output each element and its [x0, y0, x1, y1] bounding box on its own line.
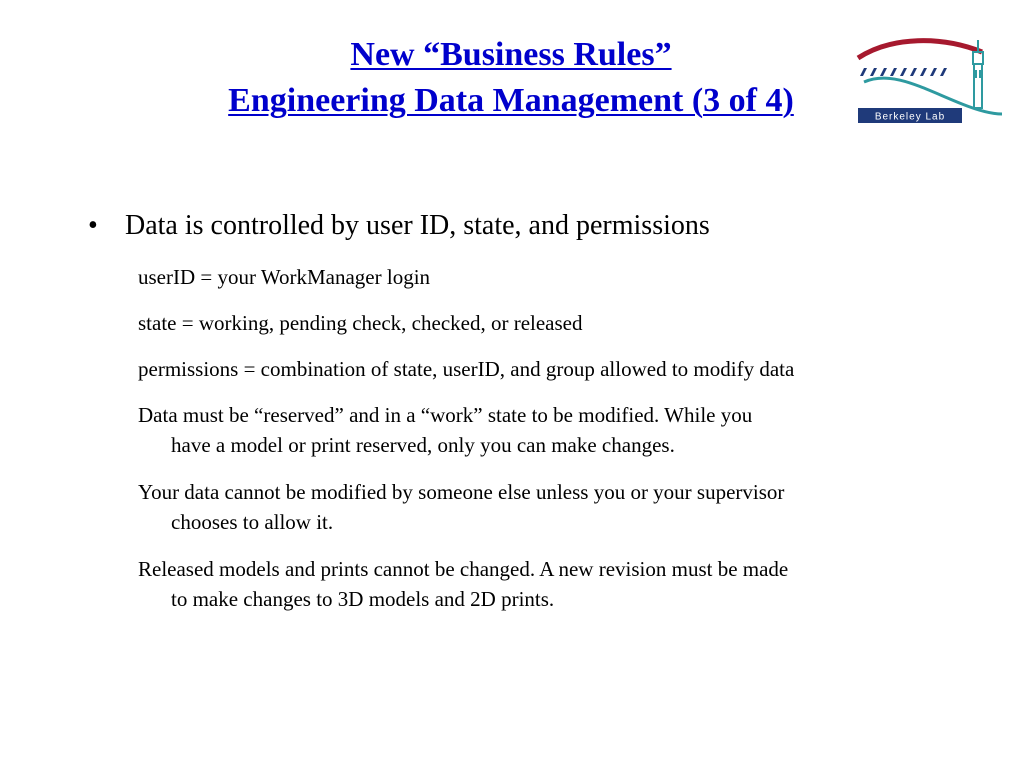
detail-supervisor	[138, 477, 948, 537]
logo-label-text: Berkeley Lab	[874, 111, 946, 123]
detail-line: userID = your WorkManager login	[138, 265, 431, 289]
main-bullet	[88, 208, 710, 244]
detail-line: to make changes to 3D models and 2D prints.	[171, 587, 555, 611]
detail-line: have a model or print reserved, only you can make changes.	[171, 433, 675, 457]
detail-line: state = working, pending check, checked, or released	[138, 311, 583, 335]
bullet-text: Data is controlled by user ID, state, and permissions	[125, 210, 710, 241]
detail-permissions	[138, 354, 948, 384]
detail-line: Released models and prints cannot be changed. A new revision must be made	[138, 557, 789, 581]
title-line-1: New “Business Rules”	[350, 36, 672, 73]
title-line-2: Engineering Data Management (3 of 4)	[228, 82, 794, 119]
detail-userid	[138, 262, 948, 292]
detail-line: Your data cannot be modified by someone else unless you or your supervisor	[138, 480, 785, 504]
detail-reserved	[138, 400, 948, 460]
detail-state	[138, 308, 948, 338]
detail-released	[138, 554, 948, 614]
detail-line: Data must be “reserved” and in a “work” state to be modified. While you	[138, 403, 753, 427]
detail-line: permissions = combination of state, userID, and group allowed to modify data	[138, 357, 795, 381]
detail-line: chooses to allow it.	[171, 510, 334, 534]
bullet-marker: •	[88, 210, 98, 241]
